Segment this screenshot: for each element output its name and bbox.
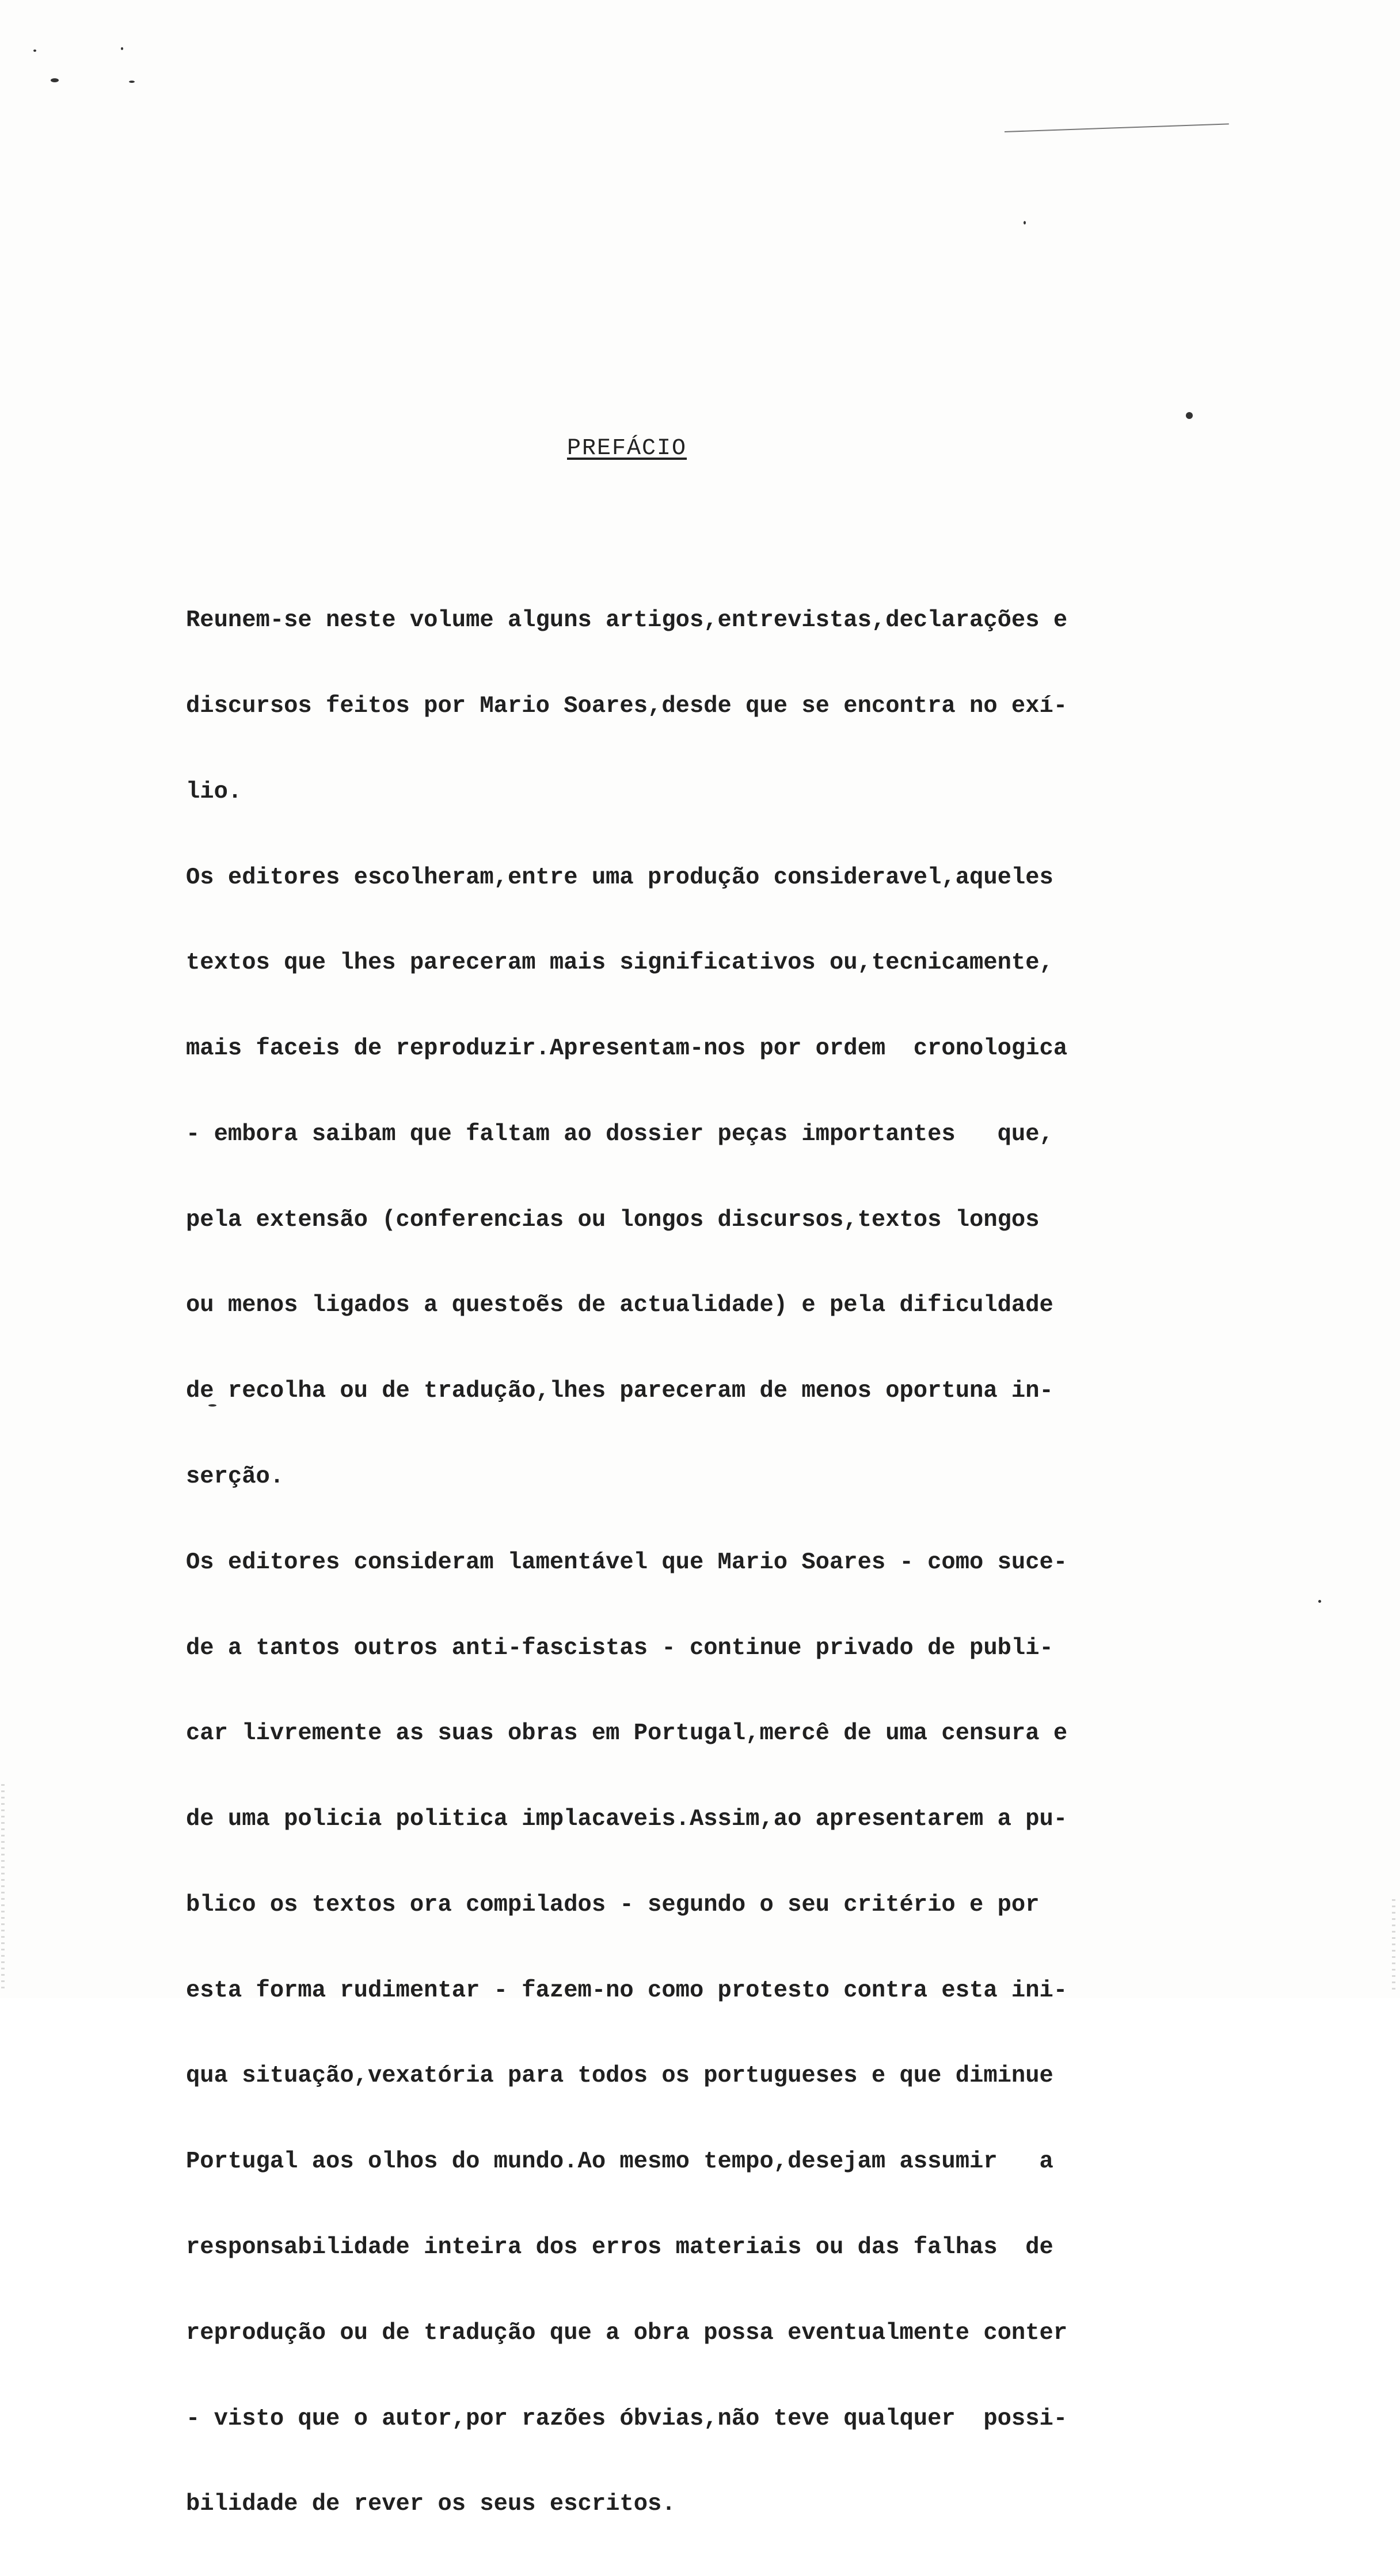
scan-edge-noise	[1392, 1899, 1395, 1991]
scan-speck	[129, 81, 135, 83]
text-line: pela extensão (conferencias ou longos discursos,textos longos	[186, 1206, 1040, 1233]
text-line: textos que lhes pareceram mais significativos ou,tecnicamente,	[186, 950, 1053, 977]
scan-speck	[1186, 412, 1193, 419]
scan-streak	[1005, 123, 1229, 132]
text-line: Os editores consideram lamentável que Mario Soares - como suce-	[186, 1549, 1068, 1576]
text-line: mais faceis de reproduzir.Apresentam-nos por ordem cronologica	[186, 1035, 1068, 1062]
text-line: reprodução ou de tradução que a obra possa eventualmente conter	[186, 2319, 1068, 2346]
text-line: lio.	[186, 778, 242, 805]
text-line: - visto que o autor,por razões óbvias,não teve qualquer possi-	[186, 2405, 1068, 2432]
page-title: PREFÁCIO	[567, 436, 687, 462]
scan-speck	[33, 49, 36, 52]
scan-edge-noise	[1, 1784, 5, 1991]
text-line: Os editores escolheram,entre uma produção consideravel,aqueles	[186, 864, 1053, 891]
text-line: ou menos ligados a questoẽs de actualidade) e pela dificuldade	[186, 1292, 1053, 1319]
text-line: serção.	[186, 1464, 284, 1490]
scan-speck	[1318, 1600, 1321, 1603]
scan-speck	[51, 78, 59, 82]
text-line: discursos feitos por Mario Soares,desde que se encontra no exí-	[186, 692, 1068, 719]
text-line: esta forma rudimentar - fazem-no como protesto contra esta ini-	[186, 1977, 1068, 2004]
scan-speck	[121, 47, 123, 50]
scan-speck	[1024, 221, 1026, 224]
text-line: bilidade de rever os seus escritos.	[186, 2491, 676, 2518]
text-line: de uma policia politica implacaveis.Assim,ao apresentarem a pu-	[186, 1806, 1068, 1833]
text-line: de recolha ou de tradução,lhes pareceram de menos oportuna in-	[186, 1378, 1053, 1405]
text-line: car livremente as suas obras em Portugal,mercê de uma censura e	[186, 1720, 1068, 1747]
text-line: qua situação,vexatória para todos os portugueses e que diminue	[186, 2063, 1053, 2090]
text-line: responsabilidade inteira dos erros materiais ou das falhas de	[186, 2234, 1053, 2261]
preface-body	[186, 550, 1165, 2576]
text-line: blico os textos ora compilados - segundo o seu critério e por	[186, 1891, 1040, 1918]
text-line: Reunem-se neste volume alguns artigos,entrevistas,declarações e	[186, 607, 1068, 634]
text-line: - embora saibam que faltam ao dossier peças importantes que,	[186, 1121, 1053, 1148]
text-line: de a tantos outros anti-fascistas - continue privado de publi-	[186, 1634, 1053, 1662]
text-line: Portugal aos olhos do mundo.Ao mesmo tempo,desejam assumir a	[186, 2148, 1053, 2175]
